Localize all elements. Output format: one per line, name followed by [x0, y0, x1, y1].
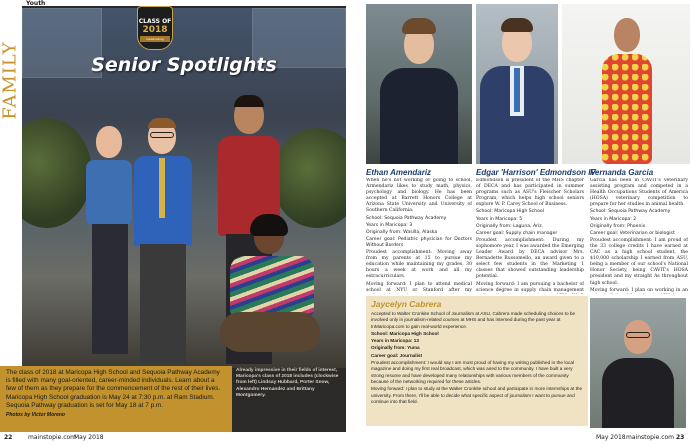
hair — [501, 18, 533, 32]
fact-career: Career goal: Supply chain manager — [476, 230, 558, 236]
hair — [148, 118, 176, 128]
left-page — [0, 0, 346, 444]
fact-origin: Originally from: Phoenix — [590, 223, 646, 229]
fact-origin: Originally from: Yuma — [371, 345, 420, 351]
hair — [234, 95, 264, 107]
head — [614, 18, 640, 52]
featured-text — [371, 311, 583, 405]
hair — [250, 214, 288, 236]
fact-school: School: Sequoia Pathway Academy — [590, 209, 671, 215]
paragraph: Moving forward: I plan on working in an — [590, 287, 688, 293]
portrait-ethan — [366, 4, 472, 164]
intro-caption-box — [0, 366, 232, 432]
page-title: Senior Spotlights — [91, 54, 277, 76]
striped-dress — [230, 256, 314, 316]
photo-credit: Photos by Victor Moreno — [6, 412, 65, 419]
paragraph: When he's not working or going to school, Armendariz likes to study math, physics, psychology and biology. He has been accepted at Barrett Honors College at Arizona State University and University of Southern California. — [366, 178, 472, 214]
tie — [514, 68, 520, 112]
paragraph: Proudest accomplishment: I would say I am most proud of having my writing published in the local magazine and doing my first real broadcast, which was aired to the community. I have built a very strong resume and have developed many relationships with various members of the community because of the networking required for these articles. — [371, 360, 574, 384]
left-footer-site: mainstopie.com — [28, 434, 77, 441]
profile-text-ethan — [366, 178, 472, 294]
fact-school: School: Sequoia Pathway Academy — [366, 215, 447, 221]
student-brittany — [220, 220, 320, 368]
hair — [402, 18, 436, 34]
legs — [220, 312, 320, 352]
badge-line2: 2018 — [142, 25, 168, 35]
featured-name: Jaycelyn Cabrera — [371, 299, 442, 309]
fact-origin: Originally from: Laguna, Ariz. — [476, 223, 544, 229]
fact-career: Career goal: Pediatric physician for Doctors Without Borders — [366, 236, 472, 248]
top — [602, 358, 674, 428]
fact-origin: Originally from: Wasilla, Alaska — [366, 229, 438, 235]
shirt — [86, 160, 132, 226]
paragraph: Moving forward: I am pursuing a bachelor of science degree in supply chain management — [476, 281, 584, 293]
paragraph: Moving forward: I plan to attend medical school at NYU or Stanford after my — [366, 281, 472, 293]
fact-years: Years in Maricopa: 13 — [371, 338, 419, 344]
badge-line3: Celebrating — [140, 36, 170, 42]
shirt — [380, 68, 458, 164]
family-vertical-label — [0, 0, 22, 160]
portrait-jaycelyn — [590, 298, 686, 428]
fact-career: Career goal: Journalist — [371, 352, 423, 358]
fact-school: School: Maricopa High School — [476, 209, 544, 215]
right-footer-site: mainstopie.com — [626, 434, 675, 441]
paragraph: Moving forward: I plan to study at the Walter Cronkite school and participate in more internships at the university. From there, I'll be able to decide what specific aspect of journalism I want to pursue and continue into that field. — [371, 386, 583, 404]
paragraph: Garcia has been in CAVIT's veterinary assisting program and competed in a Health Occupations Students of America (HOSA) veterinary competition to prepare for her studies in animal health. — [590, 178, 688, 208]
pants — [92, 224, 128, 354]
paragraph: Edmondson is president of the MHS chapter of DECA and has participated in summer programs such as ASU's Fleischer Scholars Program, which helps high school seniors explore W. P. Carey School of Business. — [476, 178, 584, 208]
right-footer-issue: May 2018 — [596, 434, 626, 441]
profile-name-ethan: Ethan Amendariz — [366, 168, 432, 177]
paragraph: Proudest accomplishment: Moving away from my parents at 15 to pursue my education while maintaining my grades, 30 hours a week at work and all my extracurriculars. — [366, 250, 472, 280]
glasses — [150, 132, 174, 138]
student-porter — [128, 120, 198, 368]
left-page-number: 22 — [4, 434, 13, 441]
fact-school: School: Maricopa High School — [371, 330, 439, 336]
paragraph: Proudest accomplishment: I am proud of the 33 college credits I have earned at CAC as a high school student, the $10,000 scholarship I earned from ASU, being a member of our school's National Honor Society, being CAVIT's HOSA president and my straight As throughout high school. — [590, 237, 688, 286]
profile-name-fernanda: Fernanda Garcia — [590, 168, 654, 177]
top-strip — [0, 0, 346, 6]
left-footer-issue: May 2018 — [74, 434, 104, 441]
profile-name-edgar: Edgar 'Harrison' Edmondson IV — [476, 168, 596, 177]
badge-line1: CLASS OF — [138, 18, 172, 25]
fact-career: Career goal: Veterinarian or biologist — [590, 230, 675, 236]
head — [96, 126, 122, 158]
profile-text-edgar — [476, 178, 584, 294]
portrait-fernanda — [562, 4, 690, 164]
fact-years: Years in Maricopa: 2 — [590, 216, 637, 222]
tie — [159, 158, 165, 218]
intro-caption: The class of 2018 at Maricopa High School and Sequoia Pathway Academy is filled with many goal-oriented, career-minded individuals. Learn about a few of them as they prepare for the commencement of the rest of their lives. Maricopa High School graduation is May 24 at 7:30 p.m. at Ram Stadium. Sequoia Pathway graduation is set for May 18 at 7 p.m. — [6, 369, 221, 409]
glasses — [626, 332, 650, 338]
paragraph: Proudest accomplishment: During my sophomore year, I was awarded the Emerging Leader Award by DECA advisor Mrs. Bernadette Russomello, an award given to a select few students in the Marketing 1 classes that showed outstanding leadership potential. — [476, 237, 584, 280]
section-tag: Youth — [26, 0, 46, 7]
profile-text-fernanda — [590, 178, 688, 294]
class-of-2018-badge — [137, 6, 173, 52]
fact-years: Years in Maricopa: 3 — [366, 222, 413, 228]
fact-years: Years in Maricopa: 5 — [476, 216, 523, 222]
floral-dress — [602, 54, 652, 164]
paragraph: Accepted to Walter Cronkite School of Journalism at ASU, Cabrera made scheduling choices to be involved only in journalism-related courses at MHS and has interned during the past year at InMaricopa.com to gain real-world experience. — [371, 311, 576, 329]
featured-profile-box — [366, 296, 588, 426]
photo-side-caption: Already impressive in their fields of interest, Maricopa's class of 2018 includes (clockwise from left) Lindsay Hubbard, Porter Snow, Alexandro Hernandez and Brittany Montgomery. — [236, 368, 339, 398]
portrait-edgar — [476, 4, 558, 164]
family-label-text: FAMILY — [0, 40, 21, 120]
pants — [140, 244, 186, 364]
right-page-number: 23 — [676, 434, 685, 441]
